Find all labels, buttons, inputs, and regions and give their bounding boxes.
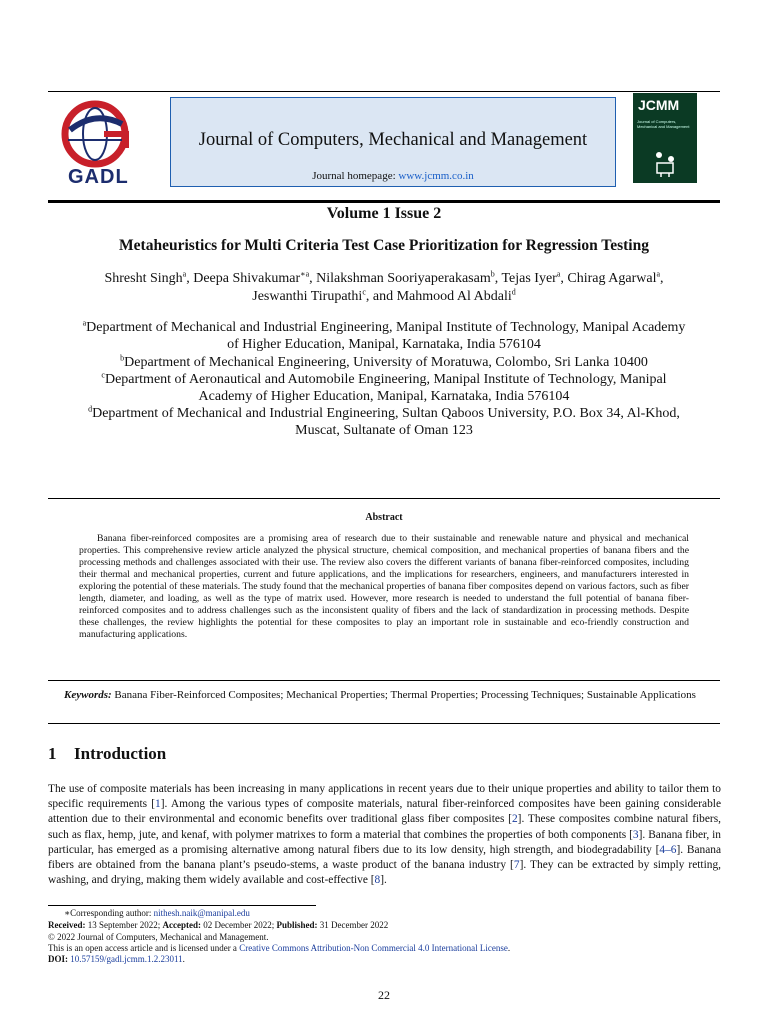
author-affiliation-mark: a bbox=[556, 269, 561, 279]
cover-title: JCMM bbox=[638, 97, 680, 113]
globe-logo-icon bbox=[56, 100, 134, 168]
header-top-rule bbox=[48, 91, 720, 92]
keywords-label: Keywords: bbox=[64, 689, 112, 701]
keywords-bottom-rule bbox=[48, 723, 720, 724]
cover-subtitle: Journal of Computers, Mechanical and Management bbox=[637, 119, 690, 129]
citation-link[interactable]: 4–6 bbox=[659, 843, 677, 856]
abstract-text: Banana fiber-reinforced composites are a promising area of research due to their sustainable and renewable nature and physical and mechanical properties. This comprehensive review article analyzed the physical structure, chemical composition, and mechanical properties of banana fibers and the processing methods and challenges associated with their use. The review also covers the different variants of banana fiber-reinforced composites, including their thermal and mechanical properties, current and future applications, and the implications for researchers, engineers, and manufacturers interested in exploring the potential of these materials. The study found that the mechanical properties of banana fiber composites depend on various factors, such as fiber length, diameter, and loading, as well as the type of matrix used. However, more research is needed to understand the full potential of banana fiber-reinforced composites and to address challenges such as the inconsistent quality of fibers and the lack of standardization in processing methods. Despite these challenges, the review highlights the potential for these composites to play an important role in sustainable and eco-friendly construction and manufacturing applications. bbox=[79, 533, 689, 640]
citation-link[interactable]: 7 bbox=[513, 859, 520, 872]
citation-link[interactable]: 2 bbox=[511, 813, 518, 826]
author-name: Tejas Iyer bbox=[501, 271, 557, 286]
license-link[interactable]: Creative Commons Attribution-Non Commercial 4.0 International License bbox=[239, 943, 508, 953]
footnote-copyright: © 2022 Journal of Computers, Mechanical and Management. bbox=[48, 932, 269, 942]
volume-issue: Volume 1 Issue 2 bbox=[326, 205, 442, 222]
author-affiliation-mark: a bbox=[656, 269, 661, 279]
keywords bbox=[48, 688, 720, 702]
affiliation-d: $^d$Department of Mechanical and Industrial Engineering, Sultan Qaboos University, P.O. Box 34, Al-Khod, Muscat, Sultanate of Oman 123 bbox=[88, 404, 680, 438]
footnote-doi: DOI: 10.57159/gadl.jcmm.1.2.23011. bbox=[48, 954, 185, 964]
section-number: 1 bbox=[48, 744, 57, 763]
paper-title: Metaheuristics for Multi Criteria Test Case Prioritization for Regression Testing bbox=[119, 237, 649, 254]
affiliation-c: $^c$Department of Aeronautical and Automobile Engineering, Manipal Institute of Technology, Manipal Academy of Higher Education, Manipal, Karnataka, India 576104 bbox=[101, 370, 667, 404]
author-name: Deepa Shivakumar bbox=[193, 271, 301, 286]
author-name: Jeswanthi Tirupathi bbox=[252, 289, 363, 304]
affiliation-a: $^a$Department of Mechanical and Industrial Engineering, Manipal Institute of Technology, Manipal Academy of Higher Education, Manipal, Karnataka, India 576104 bbox=[82, 318, 686, 352]
introduction-paragraph: The use of composite materials has been increasing in many applications in recent years due to their unique properties and ability to tailor them to specific requirements [1]. Among the various types of composite materials, natural fiber-reinforced composites have been gaining considerable attention due to their environmental and economic benefits over traditional glass fiber composites [2]. These composites combine natural fibers, such as flax, hemp, jute, and kenaf, with polymer matrixes to form a material that combines the properties of both components [3]. Banana fiber, in particular, has emerged as a promising alternative among natural fibers due to its low density, high strength, and biodegradability [4–6]. Banana fibers are obtained from the banana plant’s pseudo-stems, a waste product of the banana industry [7]. They can be extracted by simply retting, washing, and drying, making them widely available and cost-effective [8]. bbox=[48, 783, 721, 887]
abstract-bottom-rule bbox=[48, 680, 720, 681]
journal-banner bbox=[170, 97, 616, 187]
author-name: Nilakshman Sooriyaperakasam bbox=[316, 271, 491, 286]
page-number: 22 bbox=[378, 988, 390, 1002]
author-affiliation-mark: d bbox=[511, 287, 516, 297]
section-title: Introduction bbox=[74, 744, 167, 763]
homepage-label: Journal homepage: bbox=[312, 170, 396, 182]
footnote-dates: Received: 13 September 2022; Accepted: 02 December 2022; Published: 31 December 2022 bbox=[48, 920, 389, 930]
author-name: Mahmood Al Abdali bbox=[396, 289, 512, 304]
journal-cover-image bbox=[633, 93, 697, 183]
publisher-logo bbox=[56, 100, 134, 192]
keywords-text: Banana Fiber-Reinforced Composites; Mechanical Properties; Thermal Properties; Processing Techniques; Sustainable Applications bbox=[114, 689, 696, 701]
journal-homepage bbox=[171, 170, 615, 182]
author-list bbox=[40, 270, 728, 306]
homepage-link[interactable]: www.jcmm.co.in bbox=[398, 170, 474, 182]
corresponding-email-link[interactable]: nithesh.naik@manipal.edu bbox=[153, 908, 250, 918]
cover-illustration-icon bbox=[651, 149, 681, 177]
author-line: Jeswanthi Tirupathi$^c$, and Mahmood Al Abdali$^d$ bbox=[252, 287, 516, 304]
header-bottom-rule bbox=[48, 200, 720, 203]
author-line: Shresht Singh$^a$, Deepa Shivakumar$^{∗a}$, Nilakshman Sooriyaperakasam$^b$, Tejas Iyer$^a$, Chirag Agarwal$^a$, bbox=[104, 269, 664, 286]
affiliation-b: $^b$Department of Mechanical Engineering, University of Moratuwa, Colombo, Sri Lanka 10400 bbox=[120, 353, 648, 370]
doi-link[interactable]: 10.57159/gadl.jcmm.1.2.23011 bbox=[70, 954, 183, 964]
author-affiliation-mark: b bbox=[490, 269, 495, 279]
abstract-heading: Abstract bbox=[365, 512, 403, 523]
citation-link[interactable]: 1 bbox=[155, 798, 161, 811]
footnote-license: This is an open access article and is licensed under a Creative Commons Attribution-Non Commercial 4.0 International License. bbox=[48, 943, 511, 953]
abstract-top-rule bbox=[48, 498, 720, 499]
citation-link[interactable]: 8 bbox=[374, 874, 381, 887]
citation-link[interactable]: 3 bbox=[632, 828, 639, 841]
footnote-rule bbox=[48, 905, 316, 906]
section-heading bbox=[48, 744, 166, 764]
author-name: Shresht Singh bbox=[104, 271, 183, 286]
publisher-logo-text: GADL bbox=[68, 166, 129, 188]
author-affiliation-mark: a bbox=[182, 269, 187, 279]
journal-title: Journal of Computers, Mechanical and Management bbox=[198, 130, 588, 150]
footnote-corresponding: ∗Corresponding author: nithesh.naik@manipal.edu bbox=[64, 908, 250, 918]
author-affiliation-mark: c bbox=[362, 287, 366, 297]
author-affiliation-mark: ∗a bbox=[300, 269, 310, 279]
author-name: Chirag Agarwal bbox=[567, 271, 657, 286]
